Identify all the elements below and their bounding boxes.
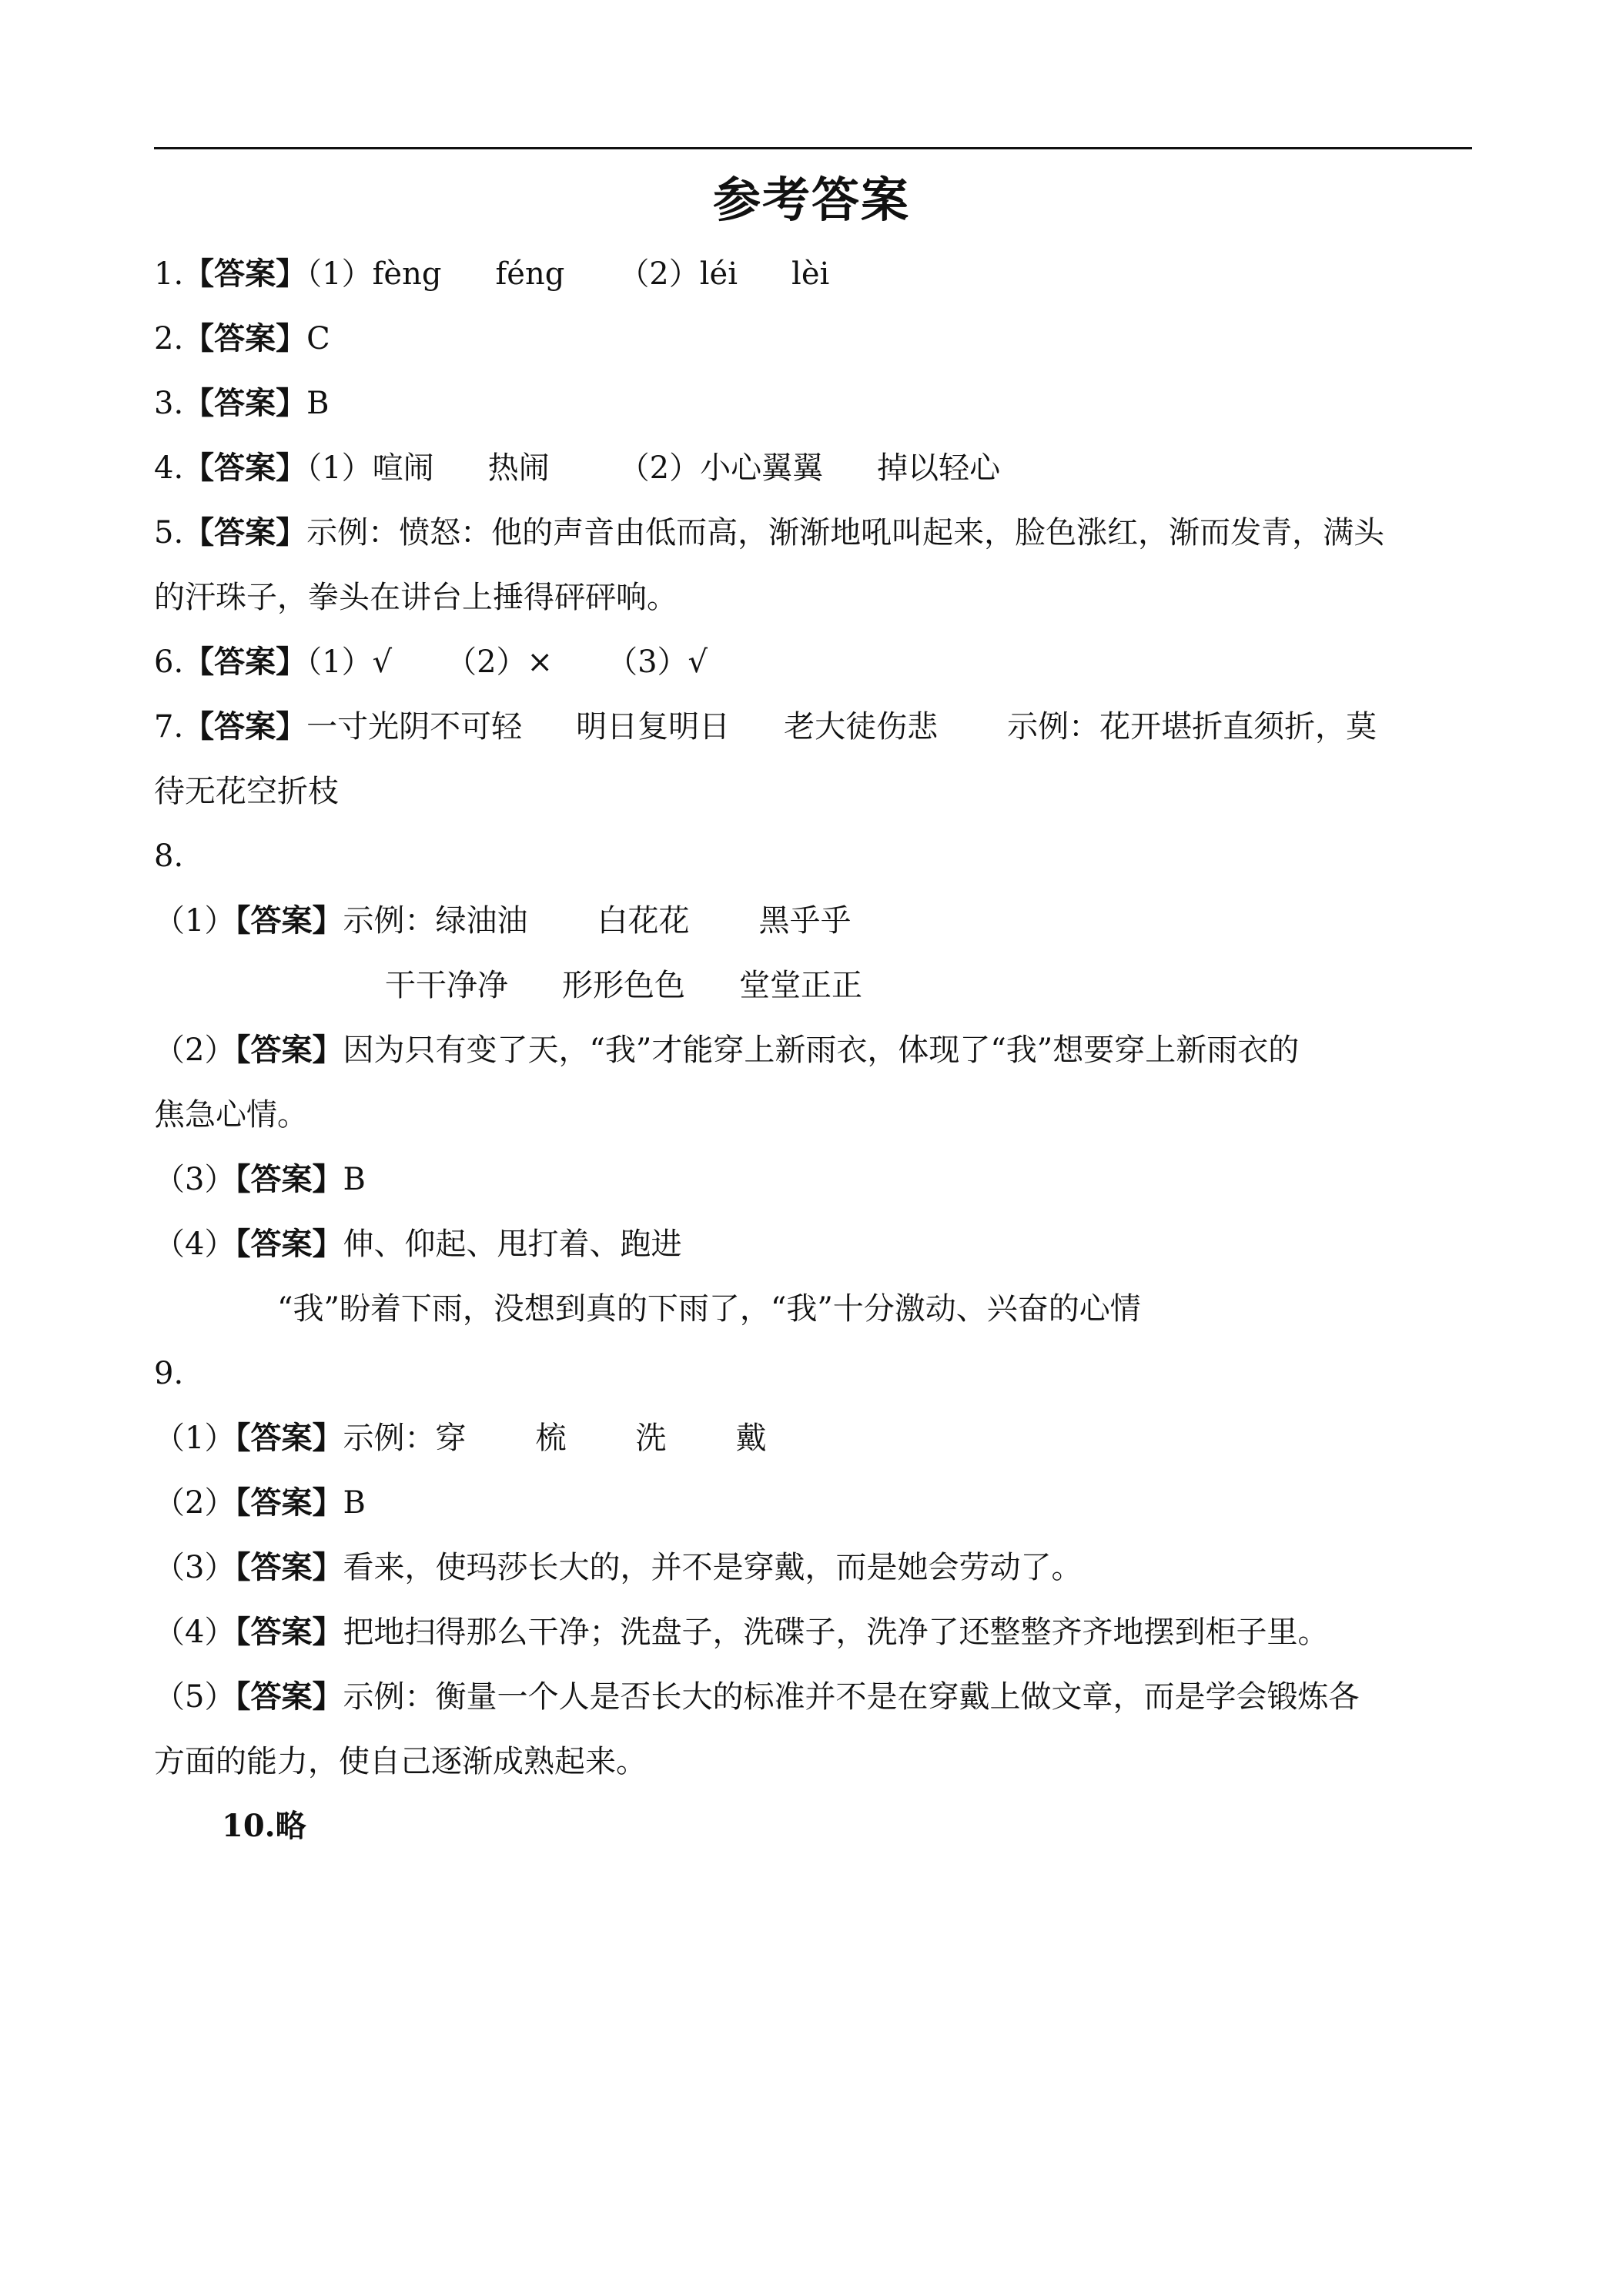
answer-number: 8.: [154, 838, 184, 874]
answer-label: 【答案】: [235, 1484, 343, 1521]
answer-7: 7.【答案】一寸光阴不可轻 明日复明日 老大徒伤悲 示例：花开堪折直须折，莫: [154, 708, 1377, 745]
answer-8-1-continued: 干干净净 形形色色 堂堂正正: [385, 968, 862, 1003]
answer-number: 1.: [154, 256, 184, 292]
answer-label: 【答案】: [235, 1420, 343, 1456]
answer-label: 【答案】: [235, 1678, 343, 1715]
answer-label: 【答案】: [235, 1614, 343, 1650]
answer-8-3: （3）【答案】B: [154, 1161, 366, 1197]
answer-label: 【答案】: [183, 450, 307, 486]
answer-3: 3.【答案】B: [154, 385, 330, 421]
answer-label: 【答案】: [183, 708, 307, 745]
answer-number: 3.: [154, 386, 184, 421]
answer-number: 5.: [154, 515, 184, 551]
answer-number: 4.: [154, 450, 184, 486]
answer-number: 2.: [154, 321, 184, 356]
answer-8-4: （4）【答案】伸、仰起、甩打着、跑进: [154, 1226, 682, 1262]
answer-6: 6.【答案】（1）√ （2）× （3）√: [154, 644, 708, 680]
answer-label: 【答案】: [235, 902, 343, 939]
answer-8-2: （2）【答案】因为只有变了天，“我”才能穿上新雨衣，体现了“我”想要穿上新雨衣的: [154, 1032, 1300, 1068]
answer-4: 4.【答案】（1）喧闹 热闹 （2）小心翼翼 掉以轻心: [154, 450, 1001, 486]
answer-label: 【答案】: [235, 1549, 343, 1585]
answer-8-2-continued: 焦急心情。: [154, 1097, 308, 1133]
answer-number: 6.: [154, 644, 184, 680]
answer-9: [154, 1341, 1472, 1406]
page-title: 参考答案: [712, 172, 910, 228]
answer-9-5-continued: 方面的能力，使自己逐渐成熟起来。: [154, 1744, 647, 1779]
answer-8: [154, 824, 1472, 889]
answer-5-continued: 的汗珠子，拳头在讲台上捶得砰砰响。: [154, 580, 678, 615]
answer-label: 【答案】: [183, 320, 307, 356]
answer-1: 1.【答案】（1）fèng féng （2）léi lèi: [154, 256, 830, 292]
answer-number: 7.: [154, 709, 184, 745]
answer-label: 【答案】: [183, 644, 307, 680]
answer-list: [154, 242, 1472, 1859]
answer-7-continued: 待无花空折枝: [154, 774, 339, 809]
answer-9-3: （3）【答案】看来，使玛莎长大的，并不是穿戴，而是她会劳动了。: [154, 1549, 1083, 1585]
answer-8-1: （1）【答案】示例：绿油油 白花花 黑乎乎: [154, 902, 852, 939]
answer-5: 5.【答案】示例：愤怒：他的声音由低而高，渐渐地吼叫起来，脸色涨红，渐而发青，满头: [154, 514, 1385, 551]
answer-8-4-continued: “我”盼着下雨，没想到真的下雨了，“我”十分激动、兴奋的心情: [277, 1291, 1141, 1327]
answer-label: 【答案】: [235, 1161, 343, 1197]
answer-2: 2.【答案】C: [154, 320, 330, 356]
answer-9-5: （5）【答案】示例：衡量一个人是否长大的标准并不是在穿戴上做文章，而是学会锻炼各: [154, 1678, 1360, 1715]
answer-9-2: （2）【答案】B: [154, 1484, 366, 1521]
answer-label: 【答案】: [183, 514, 307, 551]
answer-number: 9.: [154, 1356, 184, 1391]
answer-label: 【答案】: [183, 256, 307, 292]
answer-label: 【答案】: [235, 1226, 343, 1262]
header-rule: [154, 147, 1472, 149]
answer-9-4: （4）【答案】把地扫得那么干净；洗盘子，洗碟子，洗净了还整整齐齐地摆到柜子里。: [154, 1614, 1329, 1650]
answer-label: 【答案】: [235, 1032, 343, 1068]
answer-9-1: （1）【答案】示例：穿 梳 洗 戴: [154, 1420, 767, 1456]
answer-10: 10.略: [222, 1808, 306, 1844]
answer-label: 【答案】: [183, 385, 307, 421]
